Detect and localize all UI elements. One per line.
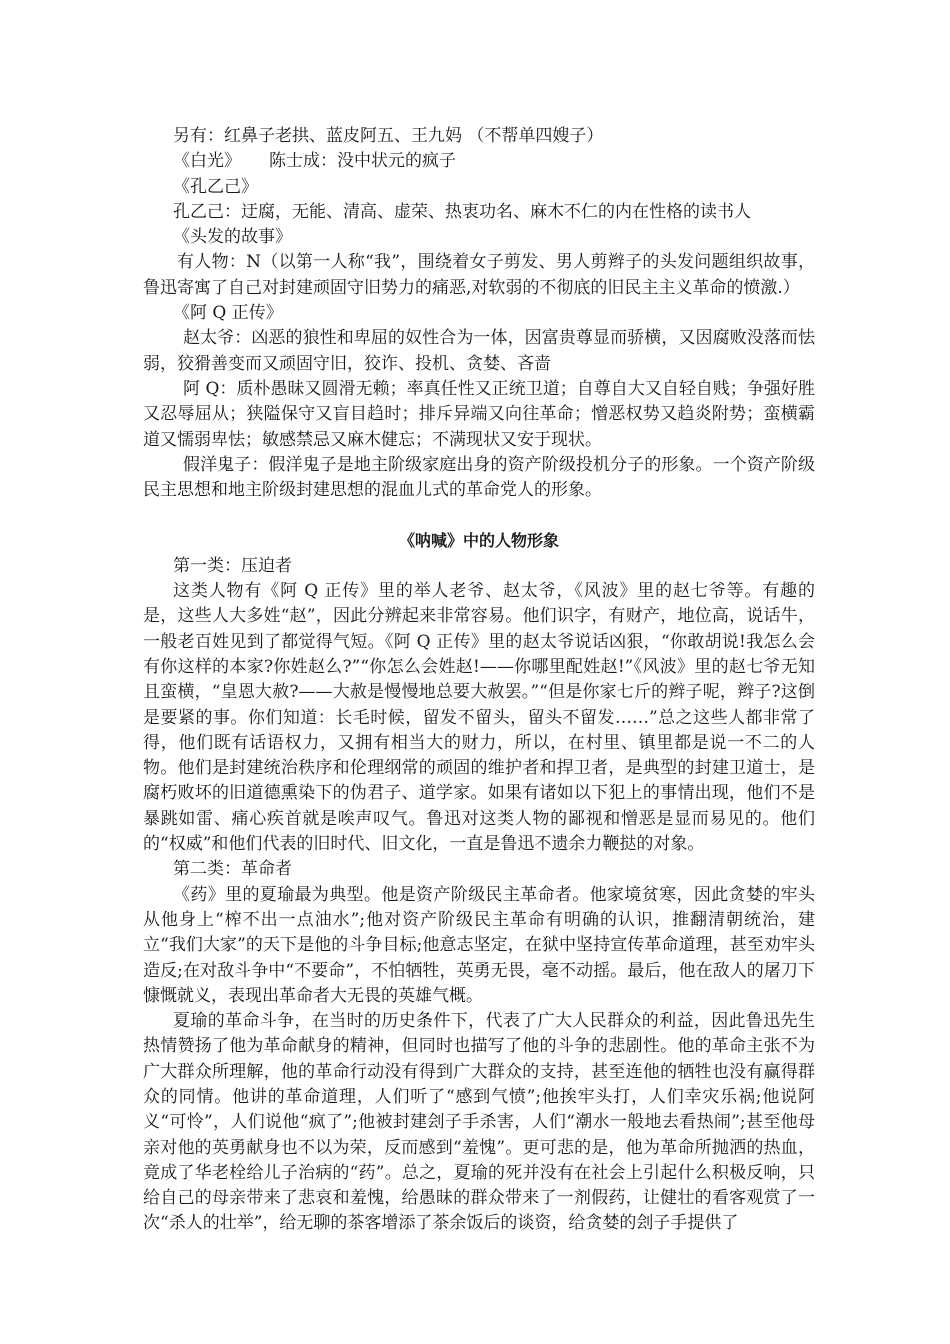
work-title-hair-story: 《头发的故事》 — [173, 227, 292, 248]
category-oppressor-label: 第一类：压迫者 — [173, 555, 292, 576]
spacer — [143, 503, 815, 528]
category-revolutionary-label: 第二类：革命者 — [173, 859, 292, 880]
work-title-kong-yiji: 《孔乙己》 — [173, 176, 258, 197]
character-chen-shicheng: 陈士成：没中状元的疯子 — [269, 151, 456, 172]
work-title-ah-q: 《阿 Q 正传》 — [173, 303, 283, 324]
paragraph-zhao-taiye: 赵太爷：凶恶的狼性和卑屈的奴性合为一体，因富贵尊显而骄横，又因腐败没落而怯弱，狡猾善变而又顽固守旧，狡诈、投机、贪婪、吝啬 — [143, 328, 815, 374]
paragraph-others: 另有：红鼻子老拱、蓝皮阿五、王九妈 （不帮单四嫂子） — [173, 126, 604, 146]
paragraph-hair-story: 有人物：N（以第一人称“我”，围绕着女子剪发、男人剪辫子的头发问题组织故事，鲁迅寄寓了自己对封建顽固守旧势力的痛恶,对软弱的不彻底的旧民主主义革命的愤激.） — [143, 252, 815, 298]
paragraph-baiguang — [143, 149, 815, 174]
document-body — [143, 124, 815, 1237]
paragraph-kong-yiji: 孔乙己：迂腐，无能、清高、虚荣、热衷功名、麻木不仁的内在性格的读书人 — [173, 201, 751, 222]
section-title: 《呐喊》中的人物形象 — [398, 531, 559, 551]
paragraph-fake-foreign-devil: 假洋鬼子：假洋鬼子是地主阶级家庭出身的资产阶级投机分子的形象。一个资产阶级民主思想和地主阶级封建思想的混血儿式的革命党人的形象。 — [143, 454, 815, 501]
paragraph-xia-yu: 《药》里的夏瑜最为典型。他是资产阶级民主革命者。他家境贫寒，因此贪婪的牢头从他身上“榨不出一点油水”;他对资产阶级民主革命有明确的认识，推翻清朝统治，建立“我们大家”的天下是他的斗争目标;他意志坚定，在狱中坚持宣传革命道理，甚至劝牢头造反;在对敌斗争中“不要命”，不怕牺牲，英勇无畏，毫不动摇。最后，他在敌人的屠刀下慷慨就义，表现出革命者大无畏的英雄气概。 — [143, 884, 815, 1006]
work-title-baiguang: 《白光》 — [173, 151, 241, 172]
paragraph-xia-yu-struggle: 夏瑜的革命斗争，在当时的历史条件下，代表了广大人民群众的利益，因此鲁迅先生热情赞扬了他为革命献身的精神，但同时也描写了他的斗争的悲剧性。他的革命主张不为广大群众所理解，他的革命行动没有得到广大群众的支持，甚至连他的牺牲也没有赢得群众的同情。他讲的革命道理，人们听了“感到气愤”;他挨牢头打，人们幸灾乐祸;他说阿义“可怜”，人们说他“疯了”;他被封建刽子手杀害，人们“潮水一般地去看热闹”;甚至他母亲对他的英勇献身也不以为荣，反而感到“羞愧”。更可悲的是，他为革命所抛洒的热血，竟成了华老栓给儿子治病的“药”。总之，夏瑜的死并没有在社会上引起什么积极反响，只给自己的母亲带来了悲哀和羞愧，给愚昧的群众带来了一剂假药，让健壮的看客观赏了一次“杀人的壮举”，给无聊的茶客增添了茶余饭后的谈资，给贪婪的刽子手提供了 — [143, 1011, 815, 1234]
paragraph-ah-q: 阿 Q：质朴愚昧又圆滑无赖；率真任性又正统卫道；自尊自大又自轻自贱；争强好胜又忍辱屈从；狭隘保守又盲目趋时；排斥异端又向往革命；憎恶权势又趋炎附势；蛮横霸道又懦弱卑怯；敏感禁忌又麻木健忘；不满现状又安于现状。 — [143, 378, 815, 450]
paragraph-oppressor: 这类人物有《阿 Q 正传》里的举人老爷、赵太爷，《风波》里的赵七爷等。有趣的是，这些人大多姓“赵”，因此分辨起来非常容易。他们识字，有财产，地位高，说话牛，一般老百姓见到了都觉得气短。《阿 Q 正传》里的赵太爷说话凶狠，“你敢胡说!我怎么会有你这样的本家?你姓赵么?”“你怎么会姓赵!——你哪里配姓赵!”《风波》里的赵七爷无知且蛮横，“皇恩大赦?——大赦是慢慢地总要大赦罢。”“但是你家七斤的辫子呢，辫子?这倒是要紧的事。你们知道：长毛时候，留发不留头，留头不留发……”总之这些人都非常了得，他们既有话语权力，又拥有相当大的财力，所以，在村里、镇里都是说一不二的人物。他们是封建统治秩序和伦理纲常的顽固的维护者和捍卫者，是典型的封建卫道士，是腐朽败坏的旧道德熏染下的伪君子、道学家。如果有诸如以下犯上的事情出现，他们不是暴跳如雷、痛心疾首就是唉声叹气。鲁迅对这类人物的鄙视和憎恶是显而易见的。他们的“权威”和他们代表的旧时代、旧文化，一直是鲁迅不遗余力鞭挞的对象。 — [143, 581, 815, 855]
